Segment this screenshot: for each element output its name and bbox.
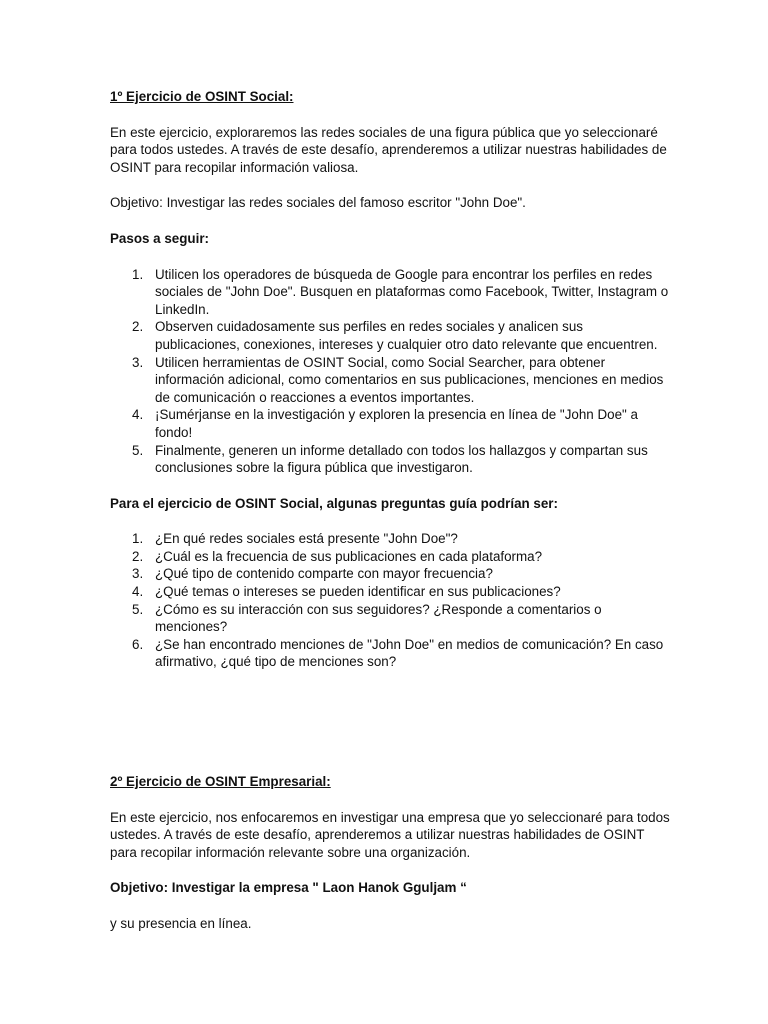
questions-list [110,530,670,671]
list-item [110,266,670,319]
step-text: Finalmente, generen un informe detallado con todos los hallazgos y compartan sus conclusiones sobre la figura pública que investigaron. [155,442,648,476]
list-item [110,548,670,566]
question-number: 6. [132,636,144,652]
steps-list [110,266,670,477]
list-item [110,636,670,671]
question-text: ¿Cómo es su interacción con sus seguidores? ¿Responde a comentarios o menciones? [155,601,602,635]
exercise1-objective: Objetivo: Investigar las redes sociales del famoso escritor "John Doe". [110,195,526,211]
list-item [110,601,670,636]
list-item [110,583,670,601]
exercise2-intro: En este ejercicio, nos enfocaremos en investigar una empresa que yo seleccionaré para todos ustedes. A través de este desafío, aprenderemos a utilizar nuestras habilidades de OSINT para recopilar información relevante sobre una organización. [110,809,670,860]
list-item [110,442,670,477]
question-number: 3. [132,566,144,582]
exercise1-section [110,88,670,671]
step-number: 3. [132,354,144,370]
questions-title: Para el ejercicio de OSINT Social, algunas preguntas guía podrían ser: [110,495,558,511]
step-text: Utilicen los operadores de búsqueda de Google para encontrar los perfiles en redes sociales de "John Doe". Busquen en plataformas como Facebook, Twitter, Instagram o LinkedIn. [155,266,669,317]
list-item [110,530,670,548]
question-number: 1. [132,531,144,547]
exercise2-continuation: y su presencia en línea. [110,915,252,931]
step-number: 2. [132,319,144,335]
list-item [110,318,670,353]
step-text: Utilicen herramientas de OSINT Social, como Social Searcher, para obtener información adicional, como comentarios en sus publicaciones, menciones en medios de comunicación o reacciones a eventos importantes. [155,354,664,405]
question-number: 4. [132,584,144,600]
question-text: ¿Se han encontrado menciones de "John Doe" en medios de comunicación? En caso afirmativo, ¿qué tipo de menciones son? [155,636,664,670]
step-number: 4. [132,407,144,423]
step-text: Observen cuidadosamente sus perfiles en redes sociales y analicen sus publicaciones, conexiones, intereses y cualquier otro dato relevante que encuentren. [155,319,658,352]
step-text: ¡Sumérjanse en la investigación y exploren la presencia en línea de "John Doe" a fondo! [155,407,638,440]
question-number: 5. [132,601,144,617]
question-number: 2. [132,548,144,564]
exercise2-title: 2º Ejercicio de OSINT Empresarial: [110,774,331,789]
exercise1-intro: En este ejercicio, exploraremos las redes sociales de una figura pública que yo seleccionaré para todos ustedes. A través de este desafío, aprenderemos a utilizar nuestras habilidades de OSINT para recopilar información valiosa. [110,124,667,175]
exercise1-title: 1º Ejercicio de OSINT Social: [110,89,294,104]
question-text: ¿Qué tipo de contenido comparte con mayor frecuencia? [155,566,493,582]
list-item [110,406,670,441]
question-text: ¿Qué temas o intereses se pueden identificar en sus publicaciones? [155,584,561,600]
steps-title: Pasos a seguir: [110,230,209,246]
list-item [110,354,670,407]
exercise2-objective: Objetivo: Investigar la empresa " Laon Hanok Gguljam “ [110,880,467,896]
exercise2-section [110,773,670,933]
step-number: 1. [132,266,144,282]
question-text: ¿En qué redes sociales está presente "John Doe"? [155,531,458,547]
question-text: ¿Cuál es la frecuencia de sus publicaciones en cada plataforma? [155,548,543,564]
step-number: 5. [132,442,144,458]
list-item [110,565,670,583]
